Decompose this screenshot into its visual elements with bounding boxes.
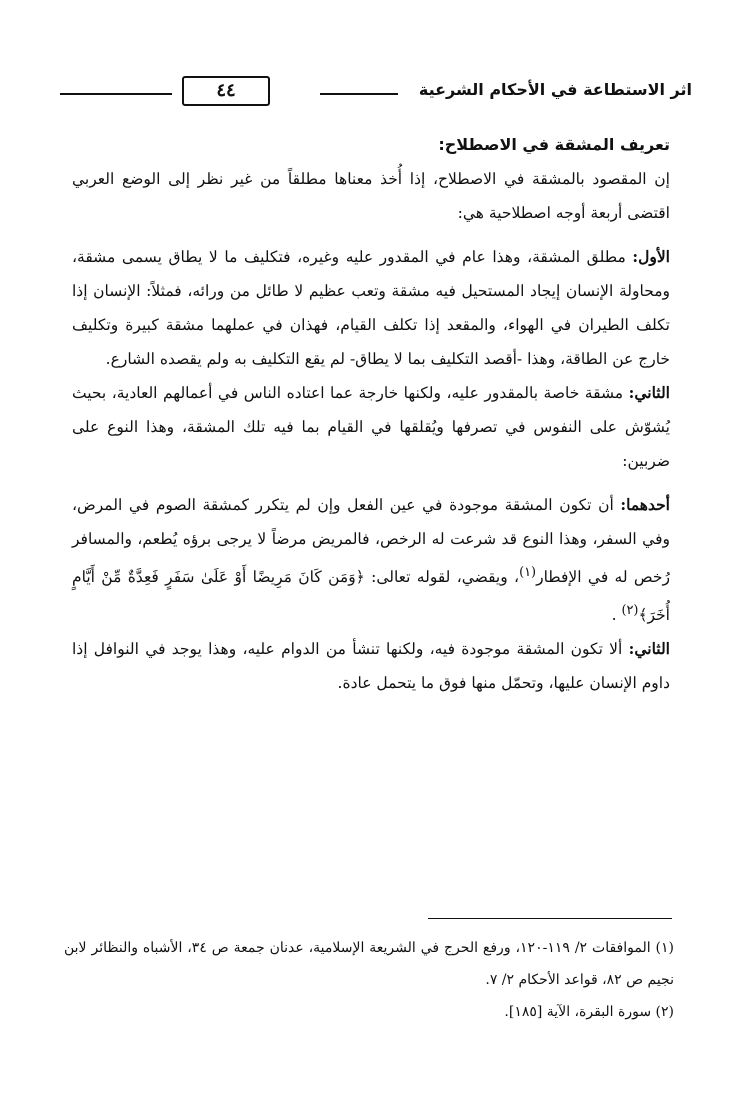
first-paragraph <box>72 240 670 376</box>
footnote-divider <box>428 918 672 919</box>
footnote-1: (١) الموافقات ٢/ ١١٩-١٢٠، ورفع الحرج في الشريعة الإسلامية، عدنان جمعة ص ٣٤، الأشباه والنظائر لابن نجيم ص ٨٢، قواعد الأحكام ٢/ ٧. <box>64 940 674 988</box>
header-rule-left <box>60 93 172 95</box>
second-type-lead: الثاني: <box>628 639 670 659</box>
paragraph-gap <box>72 478 670 488</box>
section-heading: تعريف المشقة في الاصطلاح: <box>438 135 670 154</box>
page-body <box>72 128 670 700</box>
first-type-lead: أحدهما: <box>620 495 670 514</box>
paragraph-gap <box>72 230 670 240</box>
first-text: مطلق المشقة، وهذا عام في المقدور عليه وغيره، فتكليف ما لا يطاق يسمى مشقة، ومحاولة الإنسان إيجاد المستحيل فيه مشقة وتعب عظيم لا طائل من ورائه، فمثلاً: الإنسان إذا تكلف الطيران في الهواء، والمقعد إذا تكلف القيام، فهذان في عملهما مشقة كبيرة وتكليف خارج عن الطاقة، وهذا -أقصد التكليف بما لا يطاق- لم يقع التكليف به ولم يقصده الشارع. <box>72 248 670 368</box>
footnote-2: (٢) سورة البقرة، الآية [١٨٥]. <box>504 1004 674 1020</box>
footnote-ref-2[interactable]: (٢) <box>621 603 639 619</box>
first-type-paragraph <box>72 488 670 632</box>
quran-verse: ﴿وَمَن كَانَ مَرِيضًا أَوْ عَلَىٰ سَفَرٍ فَعِدَّةٌ مِّنْ أَيَّامٍ أُخَرَ﴾ <box>72 568 670 625</box>
page-number: ٤٤ <box>182 76 270 106</box>
second-text: مشقة خاصة بالمقدور عليه، ولكنها خارجة عما اعتاده الناس في أعمالهم العادية، بحيث يُشوّش على النفوس في تصرفها ويُقلقها في القيام بما فيه تلك المشقة، وهذا النوع على ضربين: <box>72 384 670 470</box>
first-type-text-2: ، ويقضي، لقوله تعالى: <box>371 568 520 587</box>
footnote-ref-1[interactable]: (١) <box>519 565 537 580</box>
page-header <box>60 66 692 116</box>
first-type-end: . <box>611 606 617 625</box>
header-rule-middle <box>320 93 398 95</box>
running-title: اثر الاستطاعة في الأحكام الشرعية <box>418 80 692 99</box>
footnotes <box>64 932 674 1028</box>
second-type-text: ألا تكون المشقة موجودة فيه، ولكنها تنشأ من الدوام عليه، وهذا يوجد في النوافل إذا داوم الإنسان عليها، وتحمّل منها فوق ما يتحمل عادة. <box>72 640 670 693</box>
second-lead: الثاني: <box>628 383 670 402</box>
first-type-text: أن تكون المشقة موجودة في عين الفعل وإن لم يتكرر كمشقة الصوم في المرض، وفي السفر، وهذا النوع قد شرعت له الرخص، فالمريض مرضاً لا يرجى برؤه يُطعم، والمسافر رُخص له في الإفطار <box>72 496 670 587</box>
intro-paragraph: إن المقصود بالمشقة في الاصطلاح، إذا أُخذ معناها مطلقاً من غير نظر إلى الوضع العربي اقتضى أربعة أوجه اصطلاحية هي: <box>72 170 670 222</box>
second-paragraph <box>72 376 670 478</box>
second-type-paragraph <box>72 632 670 700</box>
first-lead: الأول: <box>632 247 670 266</box>
